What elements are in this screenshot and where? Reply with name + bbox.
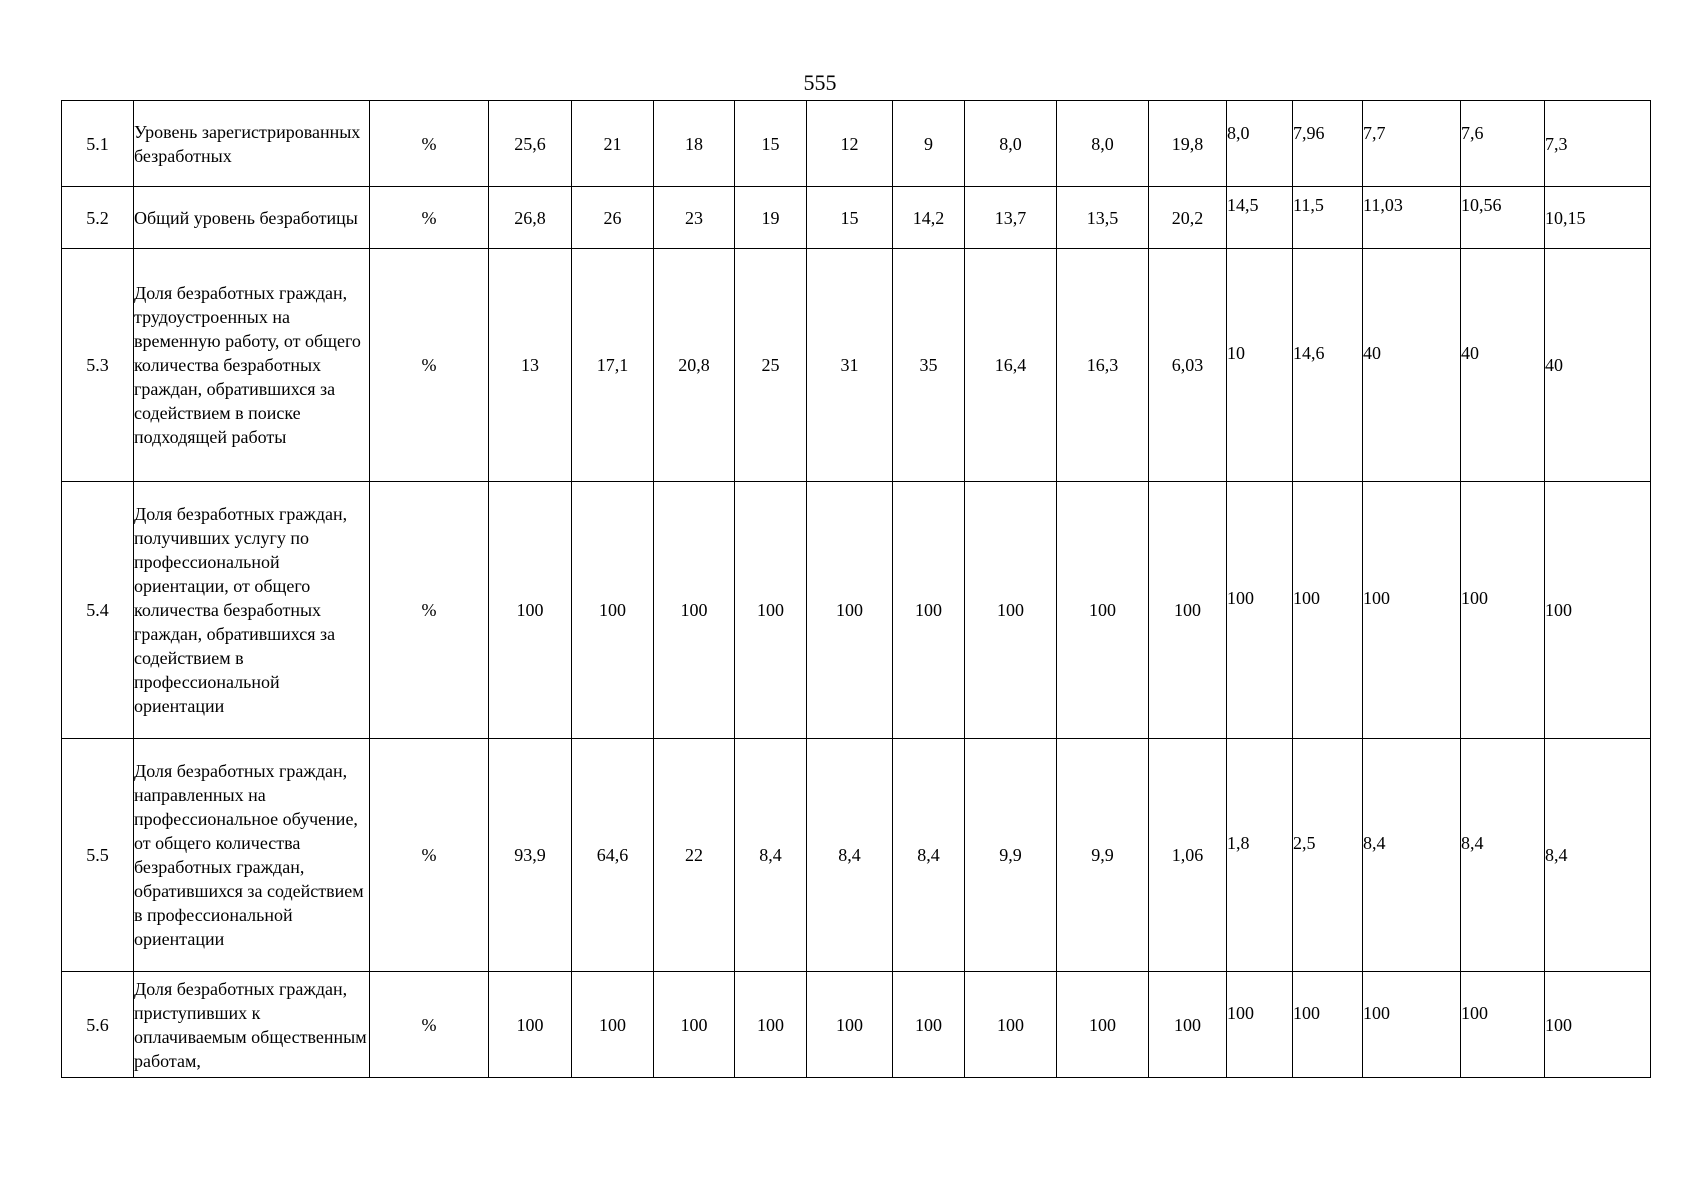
value-cell: 19 [735, 187, 807, 249]
value-cell: 11,03 [1363, 187, 1461, 249]
value-cell: 100 [654, 482, 735, 739]
value-cell: 100 [1227, 972, 1293, 1078]
unit-cell: % [370, 972, 489, 1078]
value-cell: 11,5 [1293, 187, 1363, 249]
value-cell: 100 [1363, 972, 1461, 1078]
value-cell: 100 [735, 972, 807, 1078]
row-number: 5.1 [62, 101, 134, 187]
value-cell: 100 [893, 972, 965, 1078]
value-cell: 8,4 [807, 739, 893, 972]
value-cell: 13,7 [965, 187, 1057, 249]
page-number: 555 [803, 70, 837, 95]
value-cell: 10,15 [1545, 187, 1651, 249]
table-row [62, 972, 1651, 1078]
value-cell: 100 [965, 482, 1057, 739]
value-cell: 100 [1149, 972, 1227, 1078]
value-cell: 13,5 [1057, 187, 1149, 249]
value-cell: 22 [654, 739, 735, 972]
unit-cell: % [370, 101, 489, 187]
value-cell: 100 [807, 482, 893, 739]
value-cell: 25,6 [489, 101, 572, 187]
value-cell: 100 [572, 972, 654, 1078]
value-cell: 19,8 [1149, 101, 1227, 187]
value-cell: 10 [1227, 249, 1293, 482]
value-cell: 100 [1545, 972, 1651, 1078]
indicators-table [61, 100, 1651, 1078]
value-cell: 9,9 [1057, 739, 1149, 972]
indicator-name: Доля безработных граждан, получивших услугу по профессиональной ориентации, от общего количества безработных граждан, обратившихся за содействием в профессиональной ориентации [134, 482, 370, 739]
value-cell: 18 [654, 101, 735, 187]
value-cell: 7,96 [1293, 101, 1363, 187]
value-cell: 100 [1057, 482, 1149, 739]
value-cell: 100 [1461, 482, 1545, 739]
value-cell: 15 [807, 187, 893, 249]
value-cell: 23 [654, 187, 735, 249]
indicator-name: Общий уровень безработицы [134, 187, 370, 249]
value-cell: 40 [1545, 249, 1651, 482]
indicator-name: Уровень зарегистрированных безработных [134, 101, 370, 187]
value-cell: 20,8 [654, 249, 735, 482]
value-cell: 15 [735, 101, 807, 187]
value-cell: 8,0 [1227, 101, 1293, 187]
value-cell: 100 [1057, 972, 1149, 1078]
value-cell: 7,7 [1363, 101, 1461, 187]
indicator-name: Доля безработных граждан, трудоустроенных на временную работу, от общего количества безработных граждан, обратившихся за содействием в поиске подходящей работы [134, 249, 370, 482]
value-cell: 100 [735, 482, 807, 739]
row-number: 5.6 [62, 972, 134, 1078]
value-cell: 100 [1293, 972, 1363, 1078]
value-cell: 100 [654, 972, 735, 1078]
value-cell: 8,4 [893, 739, 965, 972]
value-cell: 14,5 [1227, 187, 1293, 249]
row-number: 5.4 [62, 482, 134, 739]
row-number: 5.3 [62, 249, 134, 482]
value-cell: 100 [893, 482, 965, 739]
value-cell: 8,4 [1545, 739, 1651, 972]
table-row [62, 187, 1651, 249]
value-cell: 100 [1363, 482, 1461, 739]
value-cell: 7,6 [1461, 101, 1545, 187]
value-cell: 8,0 [965, 101, 1057, 187]
value-cell: 8,0 [1057, 101, 1149, 187]
value-cell: 13 [489, 249, 572, 482]
value-cell: 16,3 [1057, 249, 1149, 482]
value-cell: 1,8 [1227, 739, 1293, 972]
value-cell: 100 [489, 972, 572, 1078]
value-cell: 100 [572, 482, 654, 739]
value-cell: 26 [572, 187, 654, 249]
value-cell: 10,56 [1461, 187, 1545, 249]
value-cell: 7,3 [1545, 101, 1651, 187]
value-cell: 6,03 [1149, 249, 1227, 482]
value-cell: 2,5 [1293, 739, 1363, 972]
value-cell: 100 [807, 972, 893, 1078]
table-row [62, 249, 1651, 482]
unit-cell: % [370, 249, 489, 482]
value-cell: 14,6 [1293, 249, 1363, 482]
table-row [62, 739, 1651, 972]
row-number: 5.2 [62, 187, 134, 249]
value-cell: 26,8 [489, 187, 572, 249]
value-cell: 20,2 [1149, 187, 1227, 249]
value-cell: 9,9 [965, 739, 1057, 972]
table-row [62, 101, 1651, 187]
value-cell: 100 [1545, 482, 1651, 739]
value-cell: 9 [893, 101, 965, 187]
value-cell: 17,1 [572, 249, 654, 482]
value-cell: 8,4 [1461, 739, 1545, 972]
value-cell: 93,9 [489, 739, 572, 972]
value-cell: 1,06 [1149, 739, 1227, 972]
value-cell: 8,4 [1363, 739, 1461, 972]
value-cell: 100 [965, 972, 1057, 1078]
value-cell: 25 [735, 249, 807, 482]
value-cell: 40 [1461, 249, 1545, 482]
value-cell: 64,6 [572, 739, 654, 972]
table-row [62, 482, 1651, 739]
value-cell: 100 [1461, 972, 1545, 1078]
value-cell: 31 [807, 249, 893, 482]
value-cell: 12 [807, 101, 893, 187]
value-cell: 100 [1293, 482, 1363, 739]
value-cell: 40 [1363, 249, 1461, 482]
value-cell: 100 [1227, 482, 1293, 739]
indicator-name: Доля безработных граждан, направленных на профессиональное обучение, от общего количества безработных граждан, обратившихся за содействием в профессиональной ориентации [134, 739, 370, 972]
indicator-name: Доля безработных граждан, приступивших к оплачиваемым общественным работам, [134, 972, 370, 1078]
value-cell: 100 [489, 482, 572, 739]
value-cell: 16,4 [965, 249, 1057, 482]
unit-cell: % [370, 739, 489, 972]
value-cell: 8,4 [735, 739, 807, 972]
value-cell: 100 [1149, 482, 1227, 739]
row-number: 5.5 [62, 739, 134, 972]
unit-cell: % [370, 482, 489, 739]
value-cell: 35 [893, 249, 965, 482]
value-cell: 21 [572, 101, 654, 187]
unit-cell: % [370, 187, 489, 249]
value-cell: 14,2 [893, 187, 965, 249]
